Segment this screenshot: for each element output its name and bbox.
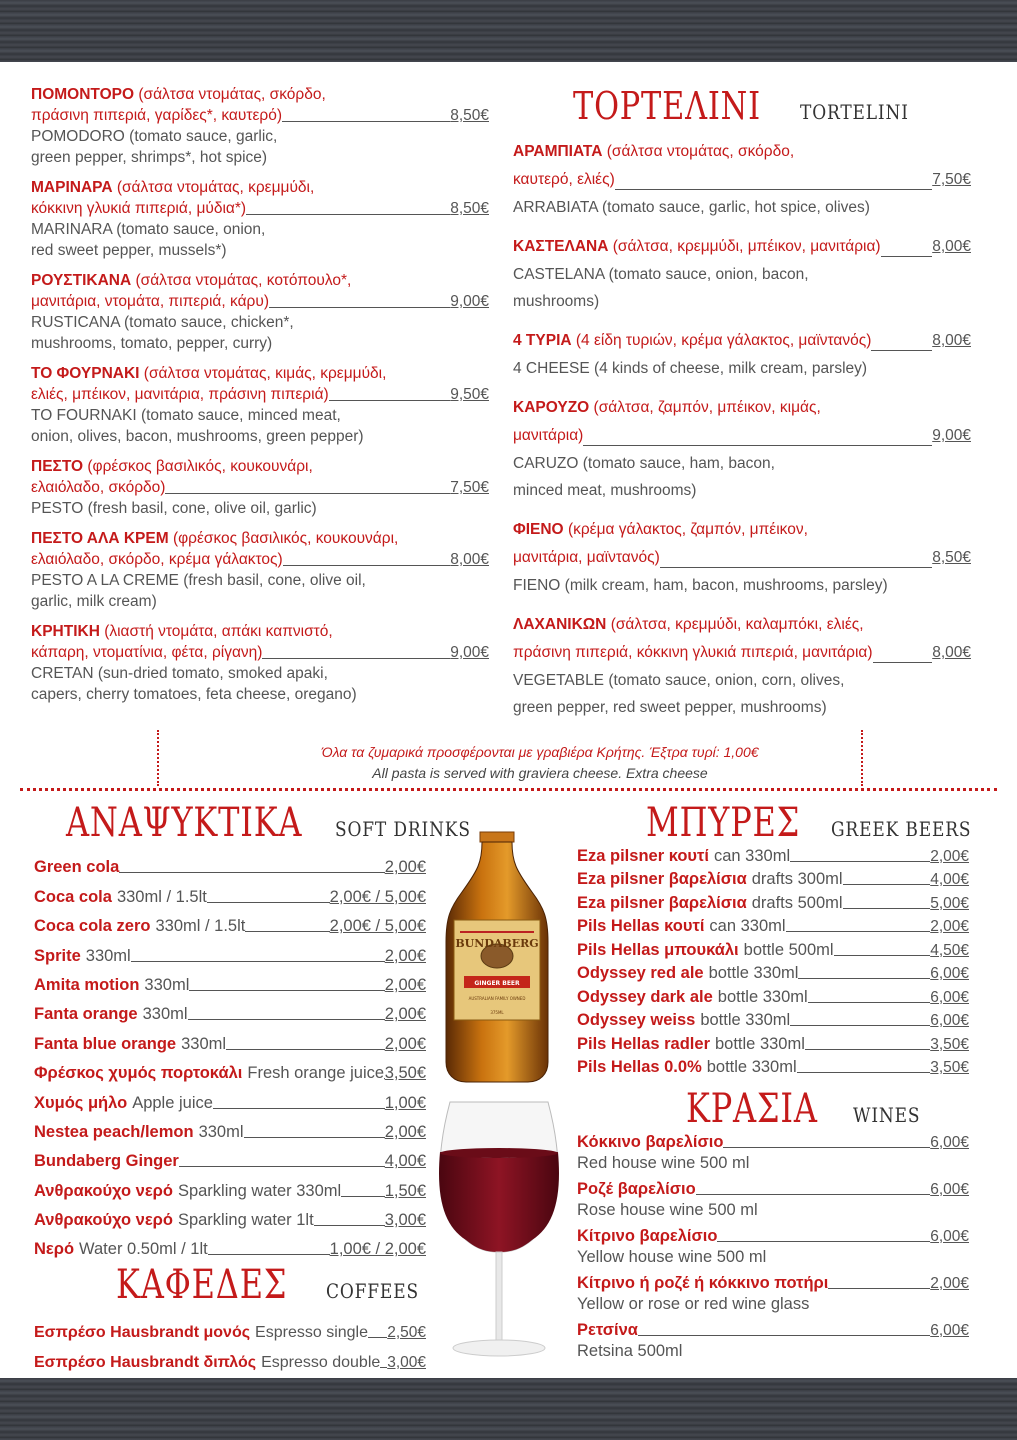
price-leader-line xyxy=(871,350,932,351)
price-leader-line xyxy=(244,1137,385,1138)
item-name: Κίτρινο βαρελίσιο xyxy=(577,1226,718,1245)
item-greek-line xyxy=(31,477,489,498)
item-name: Ανθρακούχο νερό xyxy=(34,1181,173,1200)
item-price: 6,00€ xyxy=(930,1012,969,1029)
price-leader-line xyxy=(797,1072,931,1073)
item-price: 2,00€ xyxy=(384,1005,426,1024)
item-name: Coca cola zero xyxy=(34,917,151,936)
item-english-line: VEGETABLE (tomato sauce, onion, corn, olives, xyxy=(513,672,845,689)
menu-item xyxy=(31,456,489,519)
item-name: Εσπρέσο Hausbrandt μονός xyxy=(34,1324,251,1341)
menu-row xyxy=(34,936,426,965)
item-greek-text: ΑΡΑΜΠΙΑΤΑ (σάλτσα ντομάτας, σκόρδο, xyxy=(513,143,795,160)
price-leader-line xyxy=(717,1241,930,1242)
price-leader-line xyxy=(790,1025,930,1026)
item-price: 3,50€ xyxy=(930,1035,969,1053)
item-english-line: green pepper, red sweet pepper, mushrooms) xyxy=(513,699,827,716)
item-name: Ανθρακούχο νερό xyxy=(34,1211,173,1230)
item-price: 2,00€ xyxy=(384,1122,426,1141)
item-name: Fanta orange xyxy=(34,1005,138,1024)
item-price: 3,50€ xyxy=(930,1059,969,1076)
item-name: Bundaberg Ginger xyxy=(34,1152,179,1171)
wine-row xyxy=(577,1269,969,1293)
item-price: 2,00€ xyxy=(930,918,969,935)
item-greek-line xyxy=(31,291,489,312)
item-price: 9,00€ xyxy=(932,427,971,444)
item-english-line: red sweet pepper, mussels*) xyxy=(31,242,227,259)
item-price: 3,00€ xyxy=(387,1354,426,1371)
item-name: Pils Hellas κουτί xyxy=(577,917,705,935)
menu-row xyxy=(34,1054,426,1083)
price-leader-line xyxy=(283,565,451,566)
item-price: 4,00€ xyxy=(930,871,969,888)
item-description: bottle 330ml xyxy=(708,964,799,982)
item-price: 3,00€ xyxy=(384,1211,426,1230)
menu-row xyxy=(577,842,969,866)
wines-subtitle: WINES xyxy=(852,1103,921,1127)
menu-item xyxy=(31,528,489,612)
item-greek-text: μανιτάρια) xyxy=(513,427,584,444)
item-greek-text: 4 ΤΥΡΙΑ (4 είδη τυριών, κρέμα γάλακτος, μαϊντανός) xyxy=(513,332,872,349)
item-price: 6,00€ xyxy=(930,1180,969,1198)
item-greek-text: ΠΕΣΤΟ (φρέσκος βασιλικός, κουκουνάρι, xyxy=(31,458,313,475)
item-greek-text: ΚΑΣΤΕΛΑΝΑ (σάλτσα, κρεμμύδι, μπέικον, μανιτάρια) xyxy=(513,238,881,255)
beers-title: ΜΠΥΡΕΣ xyxy=(646,800,801,846)
item-english-line: ARRABIATA (tomato sauce, garlic, hot spice, olives) xyxy=(513,199,870,216)
item-description: 330ml xyxy=(142,1005,188,1024)
item-name: Odyssey red ale xyxy=(577,964,704,982)
menu-row xyxy=(34,907,426,936)
soft-drinks-subtitle: SOFT DRINKS xyxy=(335,817,472,841)
item-greek-line xyxy=(31,549,489,570)
coffees-list xyxy=(34,1312,426,1372)
item-price: 2,00€ xyxy=(930,847,969,865)
price-leader-line xyxy=(380,1367,387,1368)
item-price: 1,50€ xyxy=(384,1181,426,1200)
price-leader-line xyxy=(179,1166,385,1167)
item-name: Nestea peach/lemon xyxy=(34,1122,194,1141)
item-greek-text: ελαιόλαδο, σκόρδο) xyxy=(31,479,166,496)
item-description: 330ml / 1.5lt xyxy=(116,887,207,906)
menu-row xyxy=(34,1171,426,1200)
item-english-line: RUSTICANA (tomato sauce, chicken*, xyxy=(31,314,294,331)
item-name: Odyssey dark ale xyxy=(577,987,713,1006)
item-english-line: PESTO (fresh basil, cone, olive oil, garlic) xyxy=(31,500,317,517)
item-english-line: Retsina 500ml xyxy=(577,1341,683,1360)
item-english-line: garlic, milk cream) xyxy=(31,593,157,610)
item-greek-text: πράσινη πιπεριά, κόκκινη γλυκιά πιπεριά, μανιτάρια) xyxy=(513,644,873,661)
item-english-line: CASTELANA (tomato sauce, onion, bacon, xyxy=(513,266,809,283)
item-description: bottle 330ml xyxy=(717,987,808,1006)
menu-row xyxy=(34,966,426,995)
item-greek-text: ΡΟΥΣΤΙΚΑΝΑ (σάλτσα ντομάτας, κοτόπουλο*, xyxy=(31,272,352,289)
menu-row xyxy=(34,1201,426,1230)
price-leader-line xyxy=(368,1337,387,1338)
price-leader-line xyxy=(583,445,932,446)
item-description: bottle 500ml xyxy=(743,940,834,959)
item-name: Pils Hellas μπουκάλι xyxy=(577,940,739,959)
item-greek-line xyxy=(31,621,489,642)
price-leader-line xyxy=(246,214,450,215)
beers-list xyxy=(577,842,969,1077)
price-leader-line xyxy=(189,990,384,991)
item-greek-line xyxy=(31,177,489,198)
item-name: Εσπρέσο Hausbrandt διπλός xyxy=(34,1354,257,1371)
item-greek-text: ΠΕΣΤΟ ΑΛΑ ΚΡΕΜ (φρέσκος βασιλικός, κουκουνάρι, xyxy=(31,530,399,547)
price-leader-line xyxy=(188,1019,385,1020)
item-name: Κόκκινο βαρελίσιο xyxy=(577,1132,724,1151)
tortellini-heading xyxy=(573,84,971,128)
menu-row xyxy=(577,866,969,890)
item-price: 9,00€ xyxy=(450,293,489,310)
menu-item xyxy=(31,84,489,168)
item-description: drafts 300ml xyxy=(751,870,843,888)
item-description: Espresso single xyxy=(255,1324,368,1341)
soft-drinks-heading xyxy=(66,800,495,846)
price-leader-line xyxy=(834,955,931,956)
soft-drinks-list xyxy=(34,848,426,1259)
item-greek-text: κάπαρη, ντοματίνια, φέτα, ρίγανη) xyxy=(31,644,263,661)
item-price: 1,00€ / 2,00€ xyxy=(329,1240,426,1259)
coffees-subtitle: COFFEES xyxy=(326,1279,420,1303)
item-name: Green cola xyxy=(34,858,120,877)
item-price: 8,00€ xyxy=(932,332,971,349)
item-greek-text: πράσινη πιπεριά, γαρίδες*, καυτερό) xyxy=(31,107,282,124)
item-name: Coca cola xyxy=(34,887,112,906)
menu-row xyxy=(34,848,426,877)
item-name: Eza pilsner βαρελίσια xyxy=(577,893,747,912)
menu-row xyxy=(577,983,969,1007)
item-greek-line xyxy=(513,422,971,450)
wines-title: ΚΡΑΣΙΑ xyxy=(686,1086,818,1132)
item-english-line: capers, cherry tomatoes, feta cheese, oregano) xyxy=(31,686,357,703)
menu-item xyxy=(31,270,489,354)
item-greek-line xyxy=(31,105,489,126)
menu-item xyxy=(31,177,489,261)
price-leader-line xyxy=(638,1335,930,1336)
price-leader-line xyxy=(208,1254,330,1255)
item-description: Fresh orange juice xyxy=(247,1064,385,1083)
wines-heading xyxy=(686,1086,932,1132)
wine-row xyxy=(577,1175,969,1199)
item-english-line: CARUZO (tomato sauce, ham, bacon, xyxy=(513,455,775,472)
item-name: Νερό xyxy=(34,1240,75,1259)
menu-row xyxy=(34,1083,426,1112)
item-name: Ροζέ βαρελίσιο xyxy=(577,1179,696,1198)
item-greek-text: μανιτάρια, μαϊντανός) xyxy=(513,549,660,566)
price-leader-line xyxy=(696,1194,931,1195)
menu-row xyxy=(34,1142,426,1171)
item-price: 8,00€ xyxy=(450,551,489,568)
item-price: 9,50€ xyxy=(450,386,489,403)
menu-item xyxy=(513,394,971,504)
menu-row xyxy=(34,1312,426,1342)
item-greek-text: ΦΙΕΝΟ (κρέμα γάλακτος, ζαμπόν, μπέικον, xyxy=(513,521,808,538)
price-leader-line xyxy=(341,1196,385,1197)
menu-row xyxy=(577,960,969,984)
item-price: 2,00€ xyxy=(384,858,426,877)
item-english-line: Yellow house wine 500 ml xyxy=(577,1247,767,1266)
coffees-heading xyxy=(116,1262,436,1308)
item-greek-text: ελιές, μπέικον, μανιτάρια, πράσινη πιπεριά) xyxy=(31,386,329,403)
item-english-line: mushrooms, tomato, pepper, curry) xyxy=(31,335,273,352)
item-price: 2,00€ xyxy=(384,946,426,965)
menu-row xyxy=(34,1342,426,1372)
pasta-note-english: All pasta is served with graviera cheese. Extra cheese xyxy=(372,765,708,781)
tortellini-title: ΤΟΡΤΕΛΙΝΙ xyxy=(573,84,761,128)
item-price: 2,50€ xyxy=(387,1324,426,1341)
item-description: Espresso double xyxy=(261,1354,381,1371)
item-english-line: FIENO (milk cream, ham, bacon, mushrooms, parsley) xyxy=(513,577,888,594)
item-english-line: mushrooms) xyxy=(513,293,600,310)
item-greek-line xyxy=(513,138,971,166)
item-greek-line xyxy=(513,544,971,572)
menu-item xyxy=(31,621,489,705)
item-price: 7,50€ xyxy=(932,171,971,188)
item-price: 6,00€ xyxy=(930,1227,969,1245)
item-greek-line xyxy=(513,233,971,261)
item-price: 6,00€ xyxy=(930,1321,969,1339)
bundaberg-bottle-image xyxy=(442,826,552,1088)
item-price: 5,00€ xyxy=(930,894,969,912)
item-description: Sparkling water 1lt xyxy=(177,1211,314,1230)
item-greek-line xyxy=(513,166,971,194)
price-leader-line xyxy=(828,1288,930,1289)
item-description: Sparkling water 330ml xyxy=(177,1181,342,1200)
pasta-note xyxy=(160,742,920,784)
item-description: drafts 500ml xyxy=(751,893,843,912)
item-greek-line xyxy=(513,611,971,639)
price-leader-line xyxy=(723,1147,930,1148)
item-greek-text: ΤΟ ΦΟΥΡΝΑΚΙ (σάλτσα ντομάτας, κιμάς, κρεμμύδι, xyxy=(31,365,387,382)
price-leader-line xyxy=(282,121,450,122)
bottle-volume-text: 375ML xyxy=(490,1010,504,1015)
item-greek-text: μανιτάρια, ντομάτα, πιπεριά, κάρυ) xyxy=(31,293,269,310)
menu-row xyxy=(577,913,969,937)
item-greek-text: ΚΑΡΟΥΖΟ (σάλτσα, ζαμπόν, μπέικον, κιμάς, xyxy=(513,399,821,416)
item-english-line: green pepper, shrimps*, hot spice) xyxy=(31,149,268,166)
item-price: 8,50€ xyxy=(932,549,971,566)
price-leader-line xyxy=(207,902,330,903)
menu-row xyxy=(577,1007,969,1031)
pasta-list xyxy=(31,84,489,714)
item-greek-text: ΜΑΡΙΝΑΡΑ (σάλτσα ντομάτας, κρεμμύδι, xyxy=(31,179,315,196)
item-price: 2,00€ xyxy=(930,1274,969,1292)
price-leader-line xyxy=(873,662,933,663)
item-name: Pils Hellas 0.0% xyxy=(577,1058,702,1076)
item-name: Eza pilsner κουτί xyxy=(577,846,709,865)
item-price: 8,00€ xyxy=(932,238,971,255)
menu-item xyxy=(513,611,971,721)
item-greek-text: ελαιόλαδο, σκόρδο, κρέμα γάλακτος) xyxy=(31,551,283,568)
item-price: 2,00€ xyxy=(384,975,426,994)
item-price: 9,00€ xyxy=(450,644,489,661)
menu-row xyxy=(34,1230,426,1259)
item-english-line: TO FOURNAKI (tomato sauce, minced meat, xyxy=(31,407,341,424)
item-english-line: 4 CHEESE (4 kinds of cheese, milk cream, parsley) xyxy=(513,360,868,377)
item-price: 7,50€ xyxy=(450,479,489,496)
item-greek-line xyxy=(513,516,971,544)
item-name: Κίτρινο ή ροζέ ή κόκκινο ποτήρι xyxy=(577,1273,829,1292)
item-name: Fanta blue orange xyxy=(34,1034,177,1053)
tortellini-section xyxy=(513,84,971,733)
item-price: 4,50€ xyxy=(930,941,969,959)
menu-row xyxy=(577,1030,969,1054)
item-price: 2,00€ / 5,00€ xyxy=(329,887,426,906)
price-leader-line xyxy=(786,931,931,932)
item-name: Χυμός μήλο xyxy=(34,1093,128,1112)
menu-row xyxy=(577,1054,969,1078)
item-description: can 330ml xyxy=(709,917,786,935)
item-english-line: Yellow or rose or red wine glass xyxy=(577,1294,810,1313)
item-english-line: Red house wine 500 ml xyxy=(577,1153,750,1172)
item-price: 6,00€ xyxy=(930,965,969,982)
dotted-divider-left xyxy=(157,730,159,786)
menu-item xyxy=(513,233,971,315)
item-greek-line xyxy=(31,642,489,663)
price-leader-line xyxy=(843,884,931,885)
item-description: 330ml xyxy=(85,946,131,965)
menu-item xyxy=(513,516,971,599)
item-greek-text: κόκκινη γλυκιά πιπεριά, μύδια*) xyxy=(31,200,247,217)
item-greek-line xyxy=(31,270,489,291)
menu-row xyxy=(577,936,969,960)
price-leader-line xyxy=(226,1049,385,1050)
item-greek-line xyxy=(31,84,489,105)
item-description: 330ml xyxy=(144,975,190,994)
item-english-line: Rose house wine 500 ml xyxy=(577,1200,758,1219)
wine-row xyxy=(577,1222,969,1246)
item-english-line: minced meat, mushrooms) xyxy=(513,482,697,499)
bottle-tagline-text: AUSTRALIAN FAMILY OWNED xyxy=(468,996,526,1001)
price-leader-line xyxy=(314,1225,385,1226)
item-name: Sprite xyxy=(34,946,81,965)
item-greek-text: ΚΡΗΤΙΚΗ (λιαστή ντομάτα, απάκι καπνιστό, xyxy=(31,623,333,640)
beers-subtitle: GREEK BEERS xyxy=(830,817,972,841)
price-leader-line xyxy=(329,400,451,401)
item-price: 2,00€ / 5,00€ xyxy=(329,917,426,936)
price-leader-line xyxy=(213,1108,385,1109)
wood-footer-band xyxy=(0,1378,1017,1440)
item-description: 330ml / 1.5lt xyxy=(155,917,246,936)
item-name: Φρέσκος χυμός πορτοκάλι xyxy=(34,1064,243,1083)
item-name: Pils Hellas radler xyxy=(577,1034,710,1053)
item-greek-text: καυτερό, ελιές) xyxy=(513,171,615,188)
item-price: 6,00€ xyxy=(930,1133,969,1151)
price-leader-line xyxy=(262,658,450,659)
item-greek-line xyxy=(31,528,489,549)
tortellini-subtitle: TORTELINI xyxy=(799,100,909,124)
price-leader-line xyxy=(165,493,450,494)
price-leader-line xyxy=(131,961,385,962)
item-greek-line xyxy=(31,363,489,384)
wine-row xyxy=(577,1316,969,1340)
item-greek-line xyxy=(513,394,971,422)
menu-item xyxy=(513,138,971,221)
item-description: can 330ml xyxy=(713,846,791,865)
item-price: 8,50€ xyxy=(450,200,489,217)
item-greek-text: ΠΟΜΟΝΤΟΡΟ (σάλτσα ντομάτας, σκόρδο, xyxy=(31,86,326,103)
menu-row xyxy=(34,877,426,906)
item-name: Eza pilsner βαρελίσια xyxy=(577,870,747,888)
menu-row xyxy=(34,995,426,1024)
item-description: Water 0.50ml / 1lt xyxy=(79,1240,208,1259)
price-leader-line xyxy=(660,567,932,568)
bottle-brand-text: BUNDABERG xyxy=(455,937,539,950)
item-name: Amita motion xyxy=(34,975,140,994)
menu-row xyxy=(34,1113,426,1142)
menu-item xyxy=(513,327,971,382)
soft-drinks-title: ΑΝΑΨΥΚΤΙΚΑ xyxy=(66,800,303,846)
pasta-note-greek: Όλα τα ζυμαρικά προσφέρονται με γραβιέρα Κρήτης. Έξτρα τυρί: 1,00€ xyxy=(321,744,759,760)
item-price: 2,00€ xyxy=(384,1034,426,1053)
item-name: Odyssey weiss xyxy=(577,1011,696,1029)
beers-heading xyxy=(646,800,996,846)
item-greek-line xyxy=(31,456,489,477)
item-price: 3,50€ xyxy=(384,1064,426,1083)
coffees-title: ΚΑΦΕΔΕΣ xyxy=(116,1262,288,1308)
item-name: Ρετσίνα xyxy=(577,1320,638,1339)
item-description: bottle 330ml xyxy=(700,1011,791,1029)
item-greek-text: ΛΑΧΑΝΙΚΩΝ (σάλτσα, κρεμμύδι, καλαμπόκι, ελιές, xyxy=(513,616,864,633)
item-description: 330ml xyxy=(198,1122,244,1141)
item-price: 8,00€ xyxy=(932,644,971,661)
tortellini-list xyxy=(513,138,971,721)
item-greek-line xyxy=(513,327,971,355)
menu-row xyxy=(577,889,969,913)
item-description: Apple juice xyxy=(132,1093,213,1112)
menu-row xyxy=(34,1024,426,1053)
item-english-line: CRETAN (sun-dried tomato, smoked apaki, xyxy=(31,665,328,682)
price-leader-line xyxy=(615,189,932,190)
price-leader-line xyxy=(269,307,450,308)
price-leader-line xyxy=(881,256,933,257)
item-description: bottle 330ml xyxy=(715,1034,805,1053)
item-price: 4,00€ xyxy=(384,1152,426,1171)
item-description: bottle 330ml xyxy=(706,1058,797,1076)
price-leader-line xyxy=(805,1049,930,1050)
item-price: 1,00€ xyxy=(384,1093,426,1112)
price-leader-line xyxy=(790,861,930,862)
dotted-horizontal-divider xyxy=(20,788,997,791)
item-price: 8,50€ xyxy=(450,107,489,124)
price-leader-line xyxy=(798,978,930,979)
item-english-line: onion, olives, bacon, mushrooms, green pepper) xyxy=(31,428,364,445)
wines-list xyxy=(577,1128,969,1363)
wine-row xyxy=(577,1128,969,1152)
item-price: 6,00€ xyxy=(930,988,969,1006)
price-leader-line xyxy=(119,872,384,873)
wood-header-band xyxy=(0,0,1017,62)
bottle-flavor-text: GINGER BEER xyxy=(474,980,520,987)
item-english-line: MARINARA (tomato sauce, onion, xyxy=(31,221,266,238)
item-english-line: POMODORO (tomato sauce, garlic, xyxy=(31,128,278,145)
item-greek-line xyxy=(31,198,489,219)
wine-glass-image xyxy=(436,1098,562,1360)
item-english-line: PESTO A LA CREME (fresh basil, cone, olive oil, xyxy=(31,572,366,589)
item-greek-line xyxy=(31,384,489,405)
item-description: 330ml xyxy=(181,1034,227,1053)
price-leader-line xyxy=(245,931,329,932)
price-leader-line xyxy=(808,1002,931,1003)
price-leader-line xyxy=(843,908,931,909)
menu-item xyxy=(31,363,489,447)
item-greek-line xyxy=(513,639,971,667)
